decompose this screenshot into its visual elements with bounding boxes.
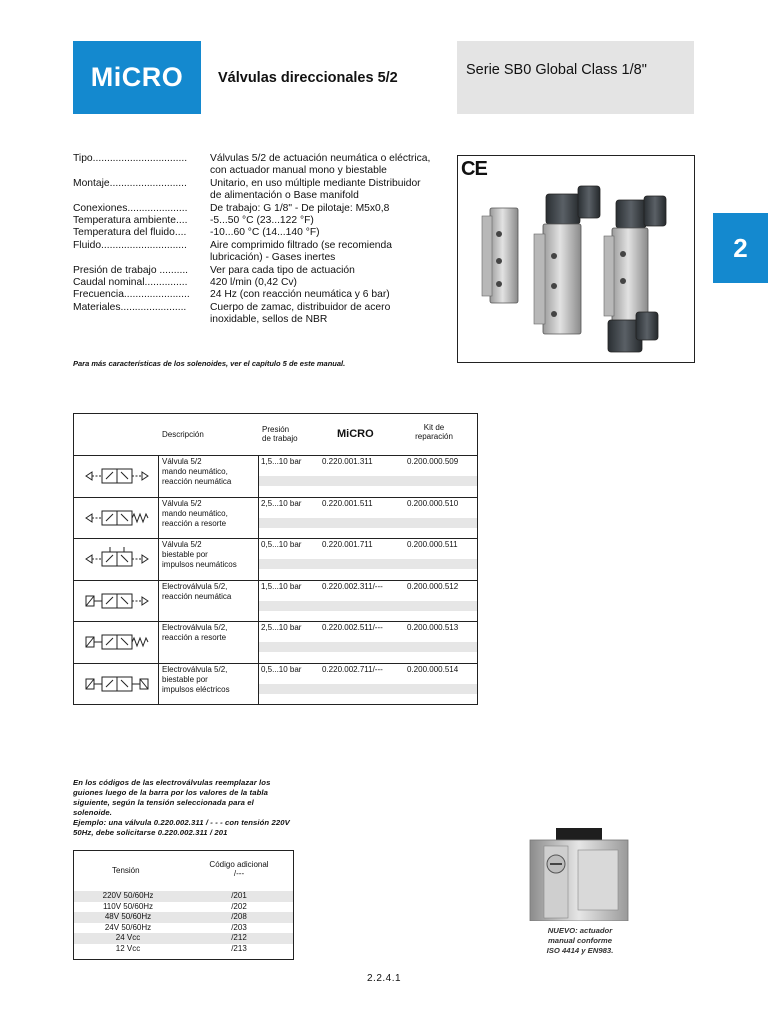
voltage-value: 110V 50/60Hz: [102, 901, 154, 911]
spec-row: [73, 178, 433, 203]
voltage-code: /213: [231, 943, 247, 953]
desc-line: Electroválvula 5/2,: [162, 581, 228, 591]
pneumatic-spring-symbol: [80, 502, 154, 534]
row-part-code: 0.220.001.511: [322, 498, 373, 508]
spec-label: Conexiones.....................: [73, 202, 188, 214]
header-pressure-line2: de trabajo: [262, 434, 298, 443]
desc-line: biestable por: [162, 550, 208, 559]
header-repair-kit: [404, 423, 464, 441]
row-pressure: 2,5...10 bar: [261, 623, 302, 632]
spec-value: -10...60 °C (14...140 °F): [210, 227, 320, 239]
brand-logo-text: MiCRO: [90, 62, 184, 92]
row-part-code: 0.220.002.511/---: [322, 623, 383, 632]
solenoid-note: Para más características de los solenoides, ver el capítulo 5 de este manual.: [73, 359, 346, 368]
row-divider: [74, 538, 477, 539]
desc-line: Electroválvula 5/2,: [162, 664, 228, 674]
row-description: [162, 665, 256, 695]
desc-line: reacción a resorte: [162, 518, 227, 528]
desc-line: reacción neumática: [162, 591, 232, 601]
voltage-value: 12 Vcc: [115, 943, 141, 953]
table-row: [74, 663, 477, 705]
spec-label: Fluido..............................: [73, 239, 187, 251]
spec-row: [73, 203, 433, 215]
voltage-rows: [74, 891, 293, 954]
row-kit-code: 0.200.000.511: [407, 540, 458, 549]
row-pressure: 2,5...10 bar: [261, 498, 302, 508]
row-divider: [74, 455, 477, 456]
desc-line: Válvula 5/2: [162, 457, 202, 466]
desc-line: reacción a resorte: [162, 633, 227, 642]
product-table: [73, 413, 478, 705]
header-kit-line1: Kit de: [423, 423, 445, 432]
voltage-code: /208: [231, 912, 247, 921]
table-row: [74, 621, 477, 663]
bistable-pneumatic-symbol: [80, 543, 154, 575]
electrovalve-note-text: En los códigos de las electroválvulas reemplazar los guiones luego de la barra por los valores de la tabla siguiente, según la tensión seleccionada para el solenoide.: [73, 778, 271, 817]
row-part-code: 0.220.001.311: [322, 457, 373, 466]
row-shade: [259, 518, 477, 528]
row-part-code: 0.220.001.711: [322, 540, 373, 549]
spec-label: Frecuencia.......................: [73, 289, 190, 301]
row-shade: [259, 684, 477, 694]
header-brand: MiCRO: [337, 428, 374, 440]
row-description: [162, 499, 256, 529]
spec-value: De trabajo: G 1/8" - De pilotaje: M5x0,8: [210, 202, 390, 214]
row-description: [162, 457, 256, 487]
voltage-row: [74, 902, 293, 913]
solenoid-pneumatic-symbol: [80, 585, 154, 617]
actuator-caption: [528, 926, 632, 956]
page-number: 2.2.4.1: [367, 973, 402, 984]
spec-label: Montaje...........................: [73, 177, 187, 189]
header-code-line2: /---: [233, 869, 245, 878]
electrovalve-note: [73, 778, 295, 838]
header-kit-line2: reparación: [415, 432, 453, 441]
spec-value: Unitario, en uso múltiple mediante Distribuidor de alimentación o Base manifold: [210, 177, 421, 202]
voltage-row: [74, 923, 293, 934]
desc-line: impulsos eléctricos: [162, 684, 230, 694]
spec-label: Presión de trabajo ..........: [73, 264, 189, 276]
voltage-code: /203: [231, 922, 247, 932]
spec-value: Aire comprimido filtrado (se recomienda lubricación) - Gases inertes: [210, 239, 392, 264]
manual-actuator-photo: [528, 828, 630, 921]
voltage-value: 24 Vcc: [115, 933, 141, 942]
spec-value: 24 Hz (con reacción neumática y 6 bar): [210, 289, 390, 301]
voltage-row: [74, 891, 293, 902]
pneumatic-pneumatic-symbol: [80, 460, 154, 492]
header-pressure: [262, 425, 298, 443]
row-pressure: 0,5...10 bar: [261, 664, 302, 674]
spec-label: Tipo.................................: [73, 153, 188, 164]
page-title: Válvulas direccionales 5/2: [218, 70, 398, 86]
table-row: [74, 580, 477, 622]
voltage-value: 220V 50/60Hz: [102, 891, 154, 900]
row-part-code: 0.220.002.311/---: [322, 581, 383, 591]
row-divider: [74, 663, 477, 664]
spec-row: [73, 277, 433, 289]
row-shade: [259, 642, 477, 652]
voltage-code: /212: [231, 933, 247, 942]
table-row: [74, 538, 477, 580]
desc-line: mando neumático,: [162, 508, 228, 518]
header-voltage: Tensión: [112, 866, 140, 875]
row-pressure: 1,5...10 bar: [261, 581, 302, 591]
caption-line: ISO 4414 y EN983.: [546, 946, 614, 955]
voltage-table: [73, 850, 294, 960]
spec-value: Cuerpo de zamac, distribuidor de acero inoxidable, sellos de NBR: [210, 301, 391, 326]
spec-label: Materiales.......................: [73, 301, 187, 313]
desc-line: Válvula 5/2: [162, 498, 202, 508]
row-kit-code: 0.200.000.513: [407, 623, 459, 632]
row-pressure: 1,5...10 bar: [261, 457, 302, 466]
electrovalve-note-example: Ejemplo: una válvula 0.220.002.311 / - - - con tensión 220V 50Hz, debe solicitarse 0.220.002.311 / 201: [73, 818, 290, 837]
voltage-value: 24V 50/60Hz: [104, 922, 152, 932]
chapter-tab: 2: [713, 213, 768, 283]
header-description: Descripción: [162, 430, 204, 439]
caption-line: manual conforme: [547, 936, 613, 945]
spec-row: [73, 265, 433, 277]
spec-value: -5...50 °C (23...122 °F): [210, 215, 314, 227]
voltage-value: 48V 50/60Hz: [104, 912, 152, 921]
header-pressure-line1: Presión: [262, 425, 290, 434]
header-additional-code: [204, 860, 274, 878]
row-shade: [259, 476, 477, 486]
spec-value: Ver para cada tipo de actuación: [210, 264, 355, 276]
row-description: [162, 623, 256, 643]
row-description: [162, 582, 256, 602]
spec-row: [73, 215, 433, 227]
spec-row: [73, 153, 433, 178]
valves-illustration: [458, 156, 694, 362]
desc-line: Electroválvula 5/2,: [162, 623, 228, 632]
spec-label: Caudal nominal...............: [73, 277, 188, 289]
spec-label: Temperatura ambiente....: [73, 215, 188, 227]
desc-line: biestable por: [162, 674, 208, 684]
table-row: [74, 455, 477, 497]
row-shade: [259, 601, 477, 611]
row-kit-code: 0.200.000.512: [407, 581, 459, 591]
product-photo: [457, 155, 695, 363]
row-divider: [74, 580, 477, 581]
voltage-row: [74, 944, 293, 955]
desc-line: impulsos neumáticos: [162, 560, 237, 569]
row-kit-code: 0.200.000.510: [407, 498, 459, 508]
series-title: Serie SB0 Global Class 1/8": [457, 41, 694, 114]
row-kit-code: 0.200.000.514: [407, 664, 459, 674]
desc-line: mando neumático,: [162, 467, 228, 476]
row-shade: [259, 559, 477, 569]
spec-row: [73, 289, 433, 301]
spec-value: 420 l/min (0,42 Cv): [210, 277, 297, 289]
bistable-solenoid-symbol: [80, 668, 154, 700]
row-divider: [74, 497, 477, 498]
voltage-row: [74, 912, 293, 923]
table-header: [74, 414, 477, 455]
row-part-code: 0.220.002.711/---: [322, 664, 383, 674]
row-pressure: 0,5...10 bar: [261, 540, 302, 549]
row-divider: [74, 621, 477, 622]
specifications-list: [73, 153, 433, 327]
voltage-row: [74, 933, 293, 944]
spec-row: [73, 302, 433, 327]
row-kit-code: 0.200.000.509: [407, 457, 459, 466]
spec-row: [73, 227, 433, 239]
caption-line: NUEVO: actuador: [547, 926, 613, 935]
desc-line: reacción neumática: [162, 477, 232, 486]
spec-label: Temperatura del fluido....: [73, 227, 187, 239]
solenoid-spring-symbol: [80, 626, 154, 658]
spec-value: Válvulas 5/2 de actuación neumática o eléctrica, con actuador manual mono y biestable: [210, 153, 431, 177]
brand-logo: [73, 41, 201, 114]
desc-line: Válvula 5/2: [162, 540, 202, 549]
voltage-code: /202: [231, 901, 247, 911]
voltage-code: /201: [231, 891, 247, 900]
header-code-line1: Código adicional: [209, 860, 269, 869]
row-description: [162, 540, 256, 570]
table-row: [74, 497, 477, 539]
spec-row: [73, 240, 433, 265]
ce-mark: CE: [461, 158, 487, 180]
